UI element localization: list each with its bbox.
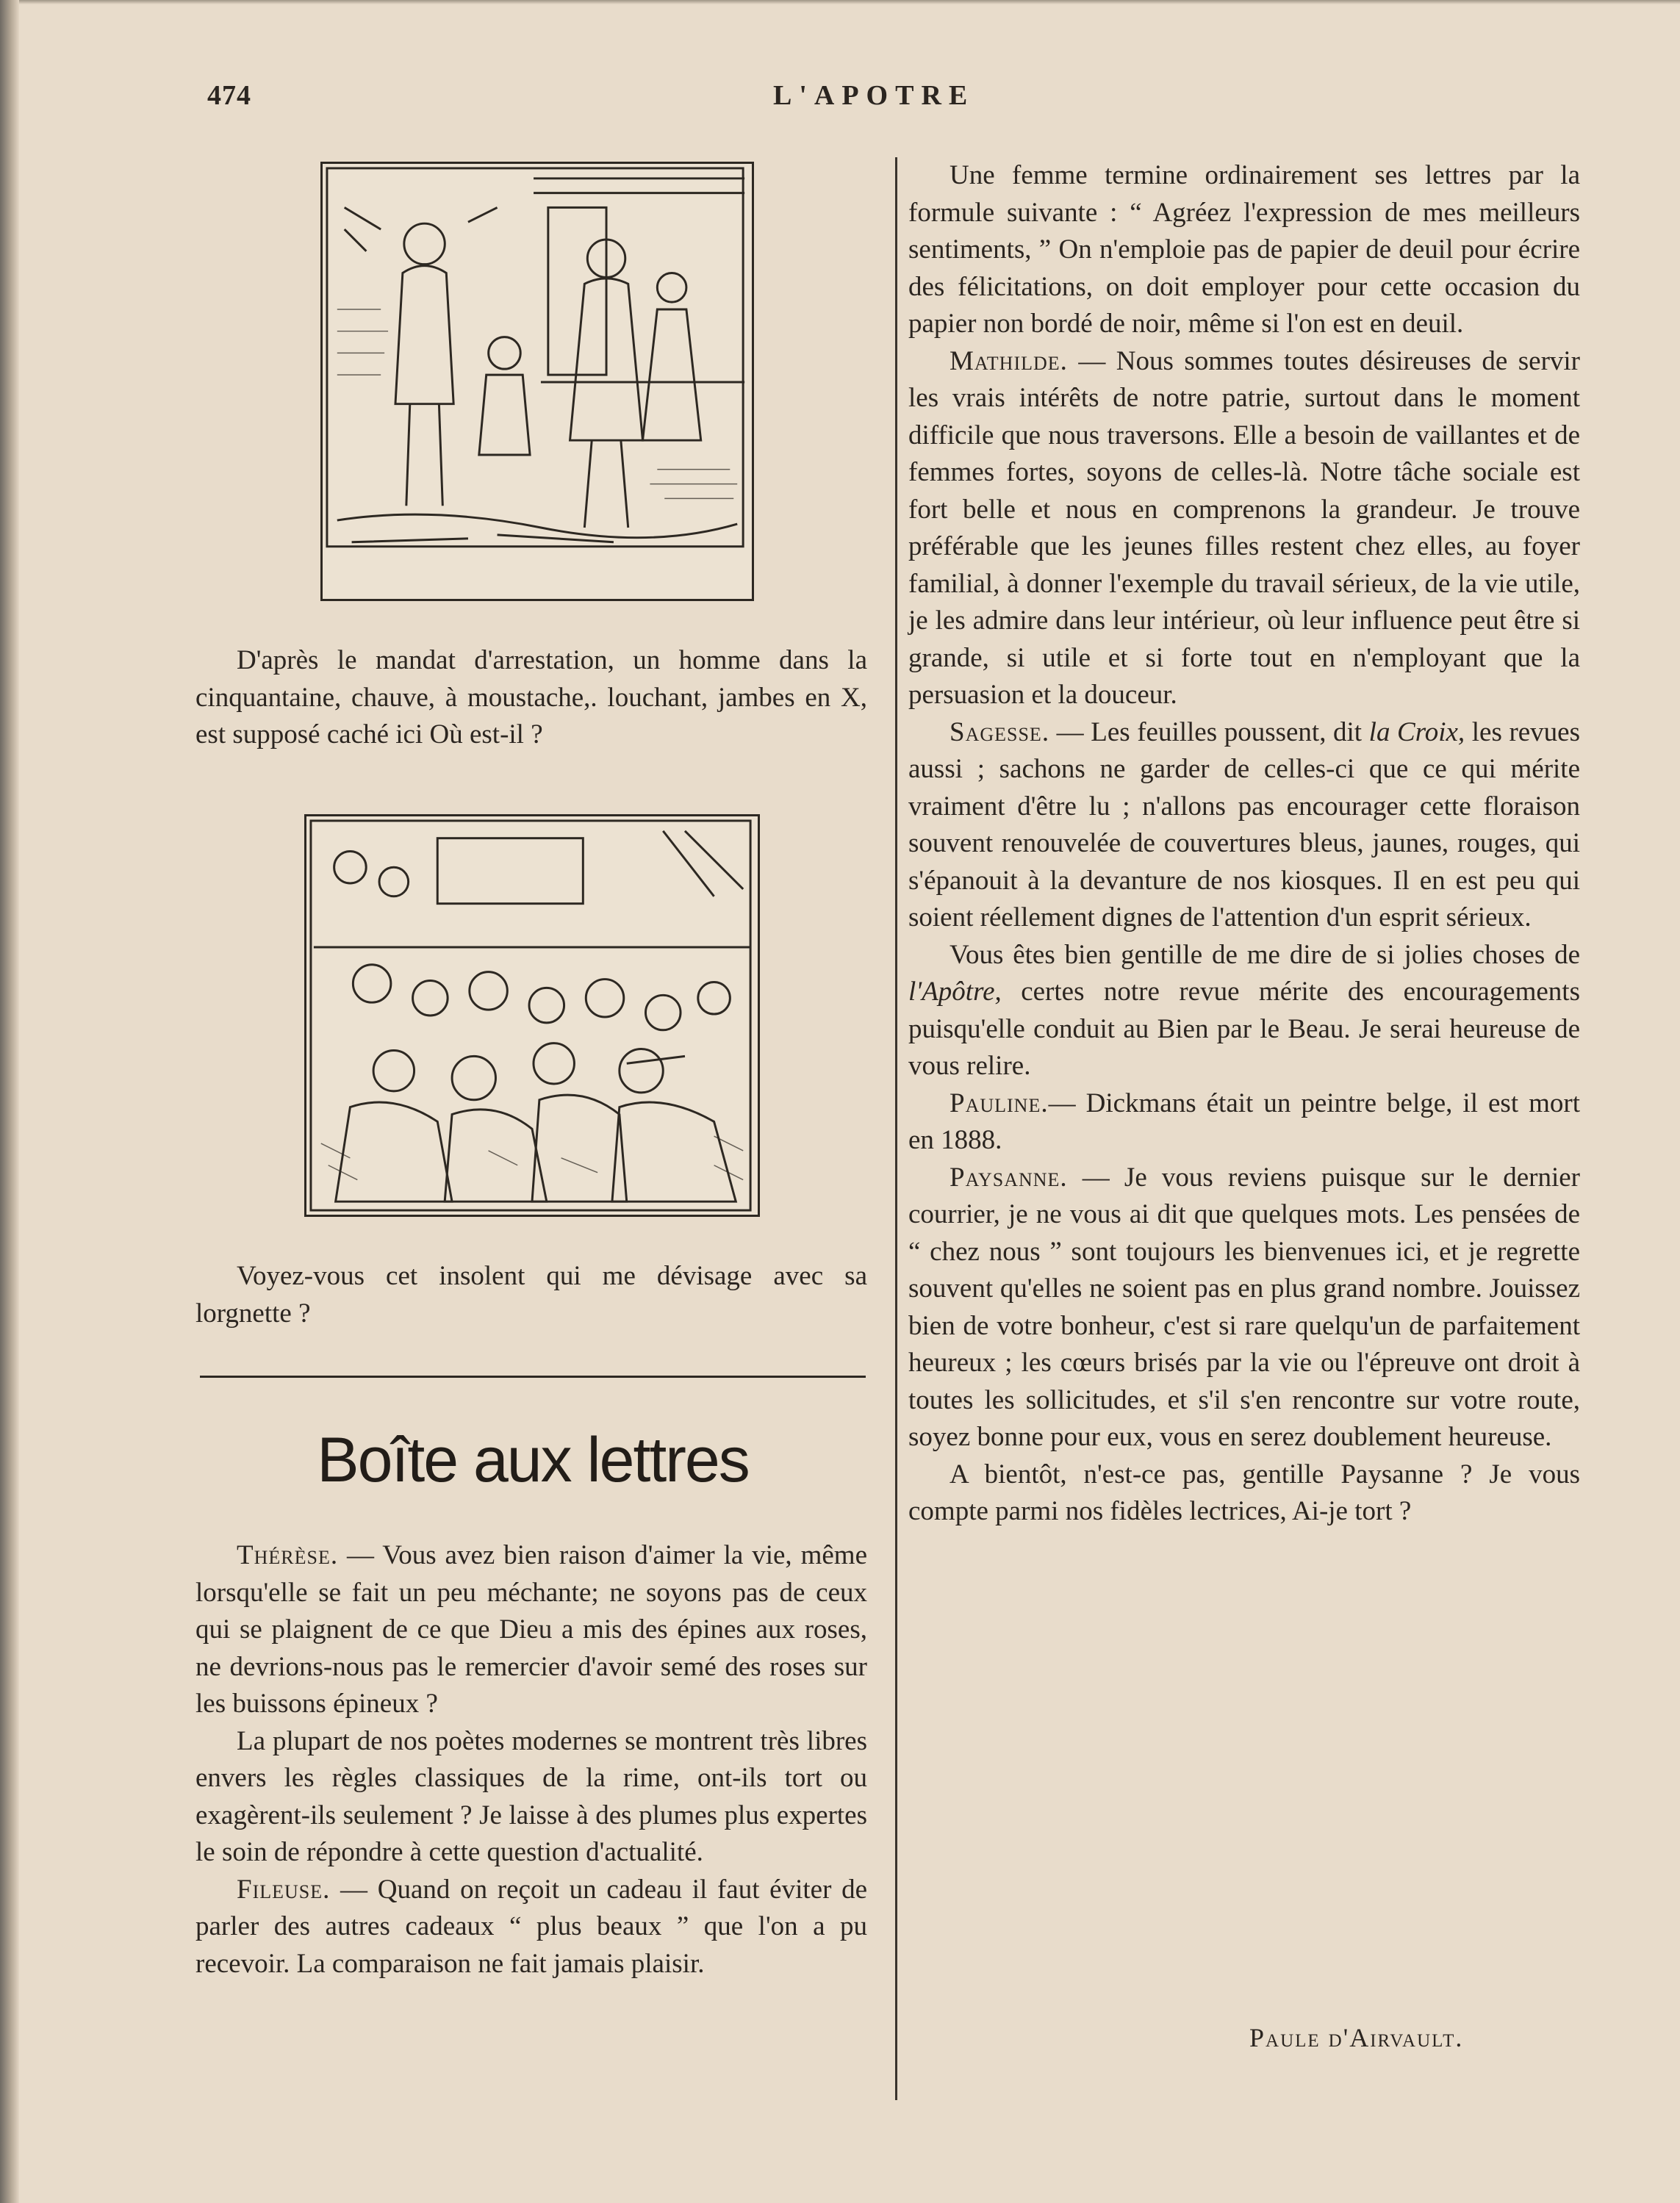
letter-text: — Dickmans était un peintre belge, il est mort en 1888.	[908, 1088, 1580, 1155]
engraving-police-icon	[323, 164, 752, 599]
letters-right-column	[908, 157, 1580, 1531]
letter-text: — Les feuilles poussent, dit	[1049, 716, 1369, 747]
page-binding-shadow	[0, 0, 19, 2203]
page-number: 474	[207, 80, 251, 111]
letter-text: — Je vous reviens puisque sur le dernier courrier, je ne vous ai dit que quelques mots. Les pensées de “ chez nous ” sont toujours les bienvenues ici, et je regrette souvent qu'elles ne soient pas en plus grand nombre. Jouissez bien de votre bonheur, c'est si rare quelqu'un de parfaitement heureux ; les cœurs brisés par la vie ou l'épreuve ont droit à toutes les sollicitudes, et s'il s'en rencontre sur votre route, soyez bonne pour eux, vous en serez doublement heureuse.	[908, 1162, 1580, 1452]
letter-text: — Vous avez bien raison d'aimer la vie, même lorsqu'elle se fait un peu méchante; ne soyons pas de ceux qui se plaignent de ce que Dieu a mis des épines aux roses, ne devrions-nous pas le remercier d'avoir semé des roses sur les buissons épineux ?	[195, 1540, 867, 1719]
page-top-edge	[19, 0, 1680, 4]
correspondent-name: Fileuse.	[237, 1874, 331, 1905]
letter-mathilde	[908, 343, 1580, 714]
italic-title: l'Apôtre,	[908, 977, 1002, 1007]
correspondent-name: Pauline.	[950, 1088, 1049, 1118]
engraving-crowd-icon	[306, 816, 758, 1215]
letter-text: les revues aussi ; sachons ne garder de celles-ci que ce qui mérite vraiment d'être lu ; n'allons pas encourager cette floraison souvent renouvelée de couvertures bleus, jaunes, rouges, qui s'épanouit à la devanture de nos kiosques. Il en est peu qui soient réellement dignes de l'attention d'un esprit sérieux.	[908, 716, 1581, 932]
engraving-crowd-theater-illustration	[304, 814, 760, 1217]
letter-pauline	[908, 1085, 1580, 1160]
letter-text: certes notre revue mérite des encouragements puisqu'elle conduit au Bien par le Beau. Je serai heureuse de vous relire.	[908, 977, 1580, 1081]
letter-text: — Quand on reçoit un cadeau il faut éviter de parler des autres cadeaux “ plus beaux ” que l'on a pu recevoir. La comparaison ne fait jamais plaisir.	[195, 1874, 867, 1979]
letter-therese	[195, 1537, 867, 1723]
letter-fileuse	[195, 1872, 867, 1983]
section-title: Boîte aux lettres	[317, 1425, 749, 1495]
letter-text: — Nous sommes toutes désireuses de servir les vrais intérêts de notre patrie, surtout dans le moment difficile que nous traversons. Elle a besoin de vaillantes et de femmes fortes, soyons de celles-là. Notre tâche sociale est fort belle et nous en comprenons la grandeur. Je trouve préférable que les jeunes filles restent chez elles, au foyer familial, à donner l'exemple du travail sérieux, de la vie utile, je les admire dans leur intérieur, où leur influence peut être si grande, si utile et si forte tout en n'employant que la persuasion et la douceur.	[908, 345, 1580, 710]
letter-therese-continued: La plupart de nos poètes modernes se montrent très libres envers les règles classiques de la rime, ont-ils tort ou exagèrent-ils seulement ? Je laisse à des plumes plus expertes le soin de répondre à cette question d'actualité.	[195, 1725, 867, 1867]
caption-1-text: D'après le mandat d'arrestation, un homme dans la cinquantaine, chauve, à moustache,. louchant, jambes en X, est supposé caché ici Où est-il ?	[195, 645, 867, 750]
caption-2	[195, 1258, 867, 1332]
letters-left-column	[195, 1537, 867, 1983]
column-divider	[895, 157, 897, 2100]
letter-paysanne	[908, 1160, 1580, 1456]
correspondent-name: Mathilde.	[950, 345, 1068, 376]
section-separator	[200, 1376, 866, 1378]
correspondent-name: Paysanne.	[950, 1162, 1068, 1193]
caption-2-text: Voyez-vous cet insolent qui me dévisage avec sa lorgnette ?	[195, 1261, 867, 1329]
letter-paysanne-continued: A bientôt, n'est-ce pas, gentille Paysanne ? Je vous compte parmi nos fidèles lectrices, Ai-je tort ?	[908, 1459, 1580, 1526]
correspondent-name: Sagesse.	[950, 716, 1050, 747]
page-header	[0, 79, 1680, 123]
signature: Paule d'Airvault.	[1249, 2023, 1464, 2052]
caption-1	[195, 642, 867, 754]
engraving-police-search-illustration	[320, 162, 754, 601]
letter-intro: Une femme termine ordinairement ses lettres par la formule suivante : “ Agréez l'expression de mes meilleurs sentiments, ” On n'emploie pas de papier de deuil pour écrire des félicitations, on doit employer pour cette occasion du papier non bordé de noir, même si l'on est en deuil.	[908, 160, 1580, 339]
italic-title: la Croix,	[1368, 716, 1465, 747]
journal-title: L'APOTRE	[773, 80, 975, 111]
letter-text: Vous êtes bien gentille de me dire de si jolies choses de	[950, 939, 1580, 970]
letter-sagesse	[908, 714, 1580, 937]
letter-sagesse-continued	[908, 937, 1580, 1085]
correspondent-name: Thérèse.	[237, 1540, 339, 1570]
